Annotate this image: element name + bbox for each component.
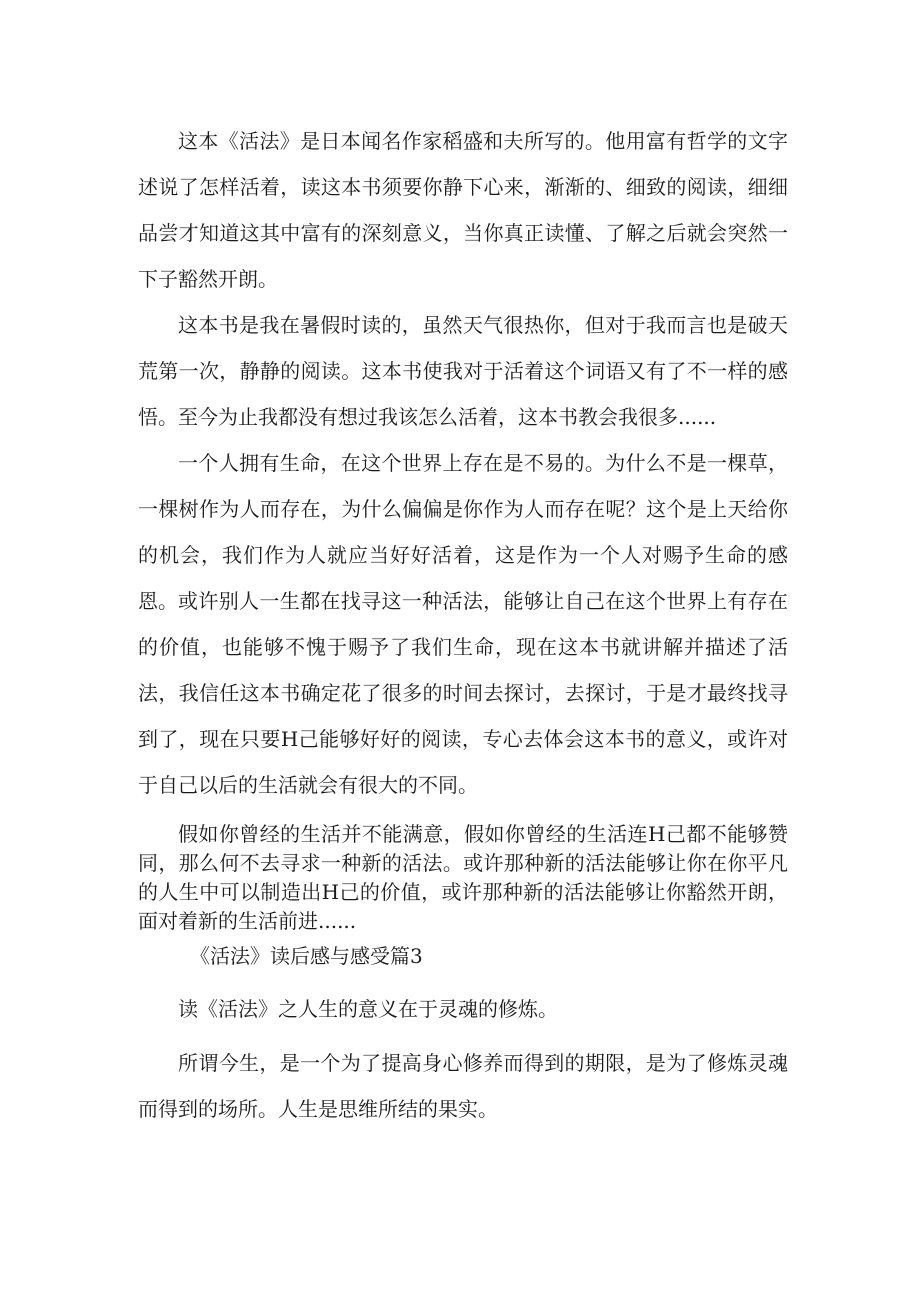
section-title: 《活法》读后感与感受篇3 xyxy=(190,944,423,968)
subtitle: 读《活法》之人生的意义在于灵魂的修炼。 xyxy=(178,997,558,1021)
paragraph-1: 这本《活法》是日本闻名作家稻盛和夫所写的。他用富有哲学的文字述说了怎样活着，读这本书须要你静下心来，渐渐的、细致的阅读，细细品尝才知道这其中富有的深刻意义，当你真正读懂、了解之后就会突然一下子豁然开朗。 xyxy=(138,129,788,291)
paragraph-5: 假如你曾经的生活并不能满意，假如你曾经的生活连H己都不能够赞同，那么何不去寻求一种新的活法。或许那种新的活法能够让你在你平凡的人生中可以制造出H己的价值，或许那种新的活法能够让你豁然开朗，面对着新的生活前进...... xyxy=(138,822,788,933)
paragraph-2: 这本书是我在暑假时读的，虽然天气很热你，但对于我而言也是破天荒第一次，静静的阅读。这本书使我对于活着这个词语又有了不一样的感悟。至今为止我都没有想过我该怎么活着，这本书教会我很多...... xyxy=(138,313,788,429)
paragraph-4: 或许别人一生都在找寻这一种活法，能够让自己在这个世界上有存在的价值，也能够不愧于赐予了我们生命，现在这本书就讲解并描述了活法，我信任这本书确定花了很多的时间去探讨，去探讨，于是才最终找寻到了，现在只要H己能够好好的阅读，专心去体会这本书的意义，或许对于自己以后的生活就会有很大的不同。 xyxy=(138,589,788,797)
paragraph-3: 一个人拥有生命，在这个世界上存在是不易的。为什么不是一棵草，一棵树作为人而存在，为什么偏偏是你作为人而存在呢？这个是上天给你的机会，我们作为人就应当好好活着，这是作为一个人对赐予生命的感恩。 xyxy=(138,451,788,613)
final-paragraph: 所谓今生，是一个为了提高身心修养而得到的期限，是为了修炼灵魂而得到的场所。人生是思维所结的果实。 xyxy=(138,1051,788,1121)
